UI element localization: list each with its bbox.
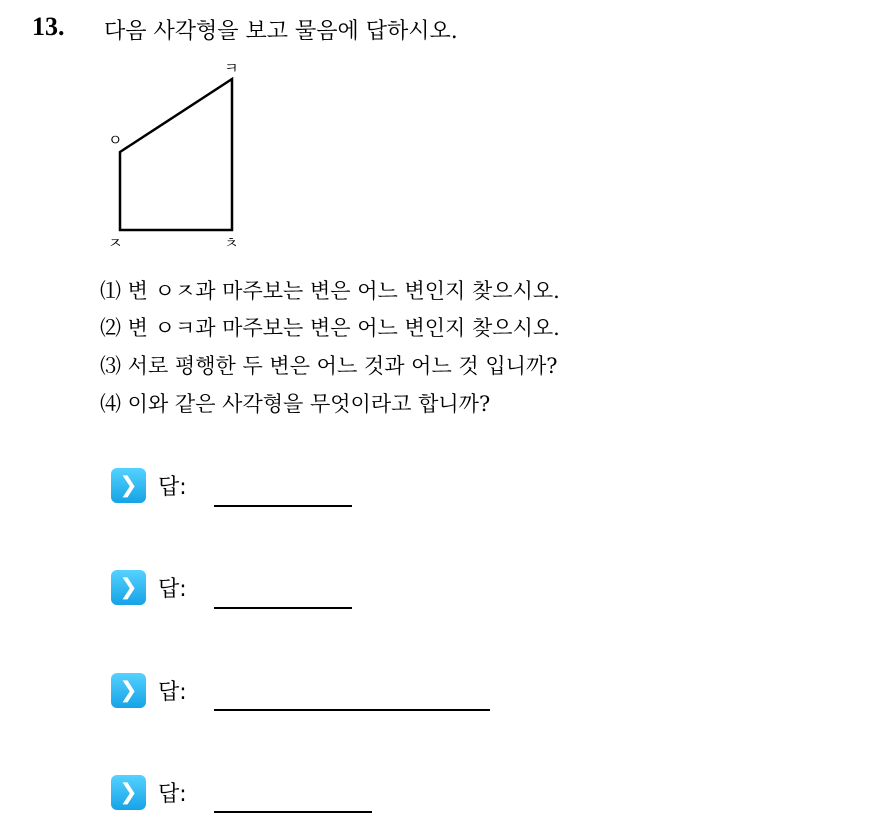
trapezoid-diagram: [100, 55, 260, 255]
vertex-label-bottom-left: ㅈ: [108, 234, 123, 252]
vertex-label-top-right: ㅋ: [224, 59, 239, 77]
vertex-label-bottom-right: ㅊ: [224, 234, 239, 252]
answer-label: 답:: [158, 474, 187, 500]
answer-row-4: [111, 774, 187, 810]
answer-label: 답:: [158, 679, 187, 705]
question-text: 다음 사각형을 보고 물음에 답하시오.: [104, 19, 458, 44]
answer-blank-4[interactable]: [214, 811, 372, 813]
chevron-right-icon: ❯: [111, 673, 146, 708]
chevron-right-icon: ❯: [111, 775, 146, 810]
chevron-right-icon: ❯: [111, 468, 146, 503]
subquestion-4: ⑷ 이와 같은 사각형을 무엇이라고 합니까?: [100, 392, 491, 416]
answer-row-1: [111, 467, 187, 503]
answer-label: 답:: [158, 781, 187, 807]
trapezoid-shape: [120, 79, 232, 230]
answer-row-2: [111, 569, 187, 605]
question-number: 13.: [32, 12, 65, 41]
answer-blank-2[interactable]: [214, 607, 352, 609]
chevron-right-icon: ❯: [111, 570, 146, 605]
answer-blank-3[interactable]: [214, 709, 490, 711]
subquestion-3: ⑶ 서로 평행한 두 변은 어느 것과 어느 것 입니까?: [100, 354, 558, 378]
vertex-label-top-left: ㅇ: [108, 131, 123, 149]
subquestion-2: ⑵ 변 ㅇㅋ과 마주보는 변은 어느 변인지 찾으시오.: [100, 316, 560, 340]
answer-label: 답:: [158, 576, 187, 602]
subquestion-1: ⑴ 변 ㅇㅈ과 마주보는 변은 어느 변인지 찾으시오.: [100, 279, 560, 303]
answer-blank-1[interactable]: [214, 505, 352, 507]
answer-row-3: [111, 672, 187, 708]
